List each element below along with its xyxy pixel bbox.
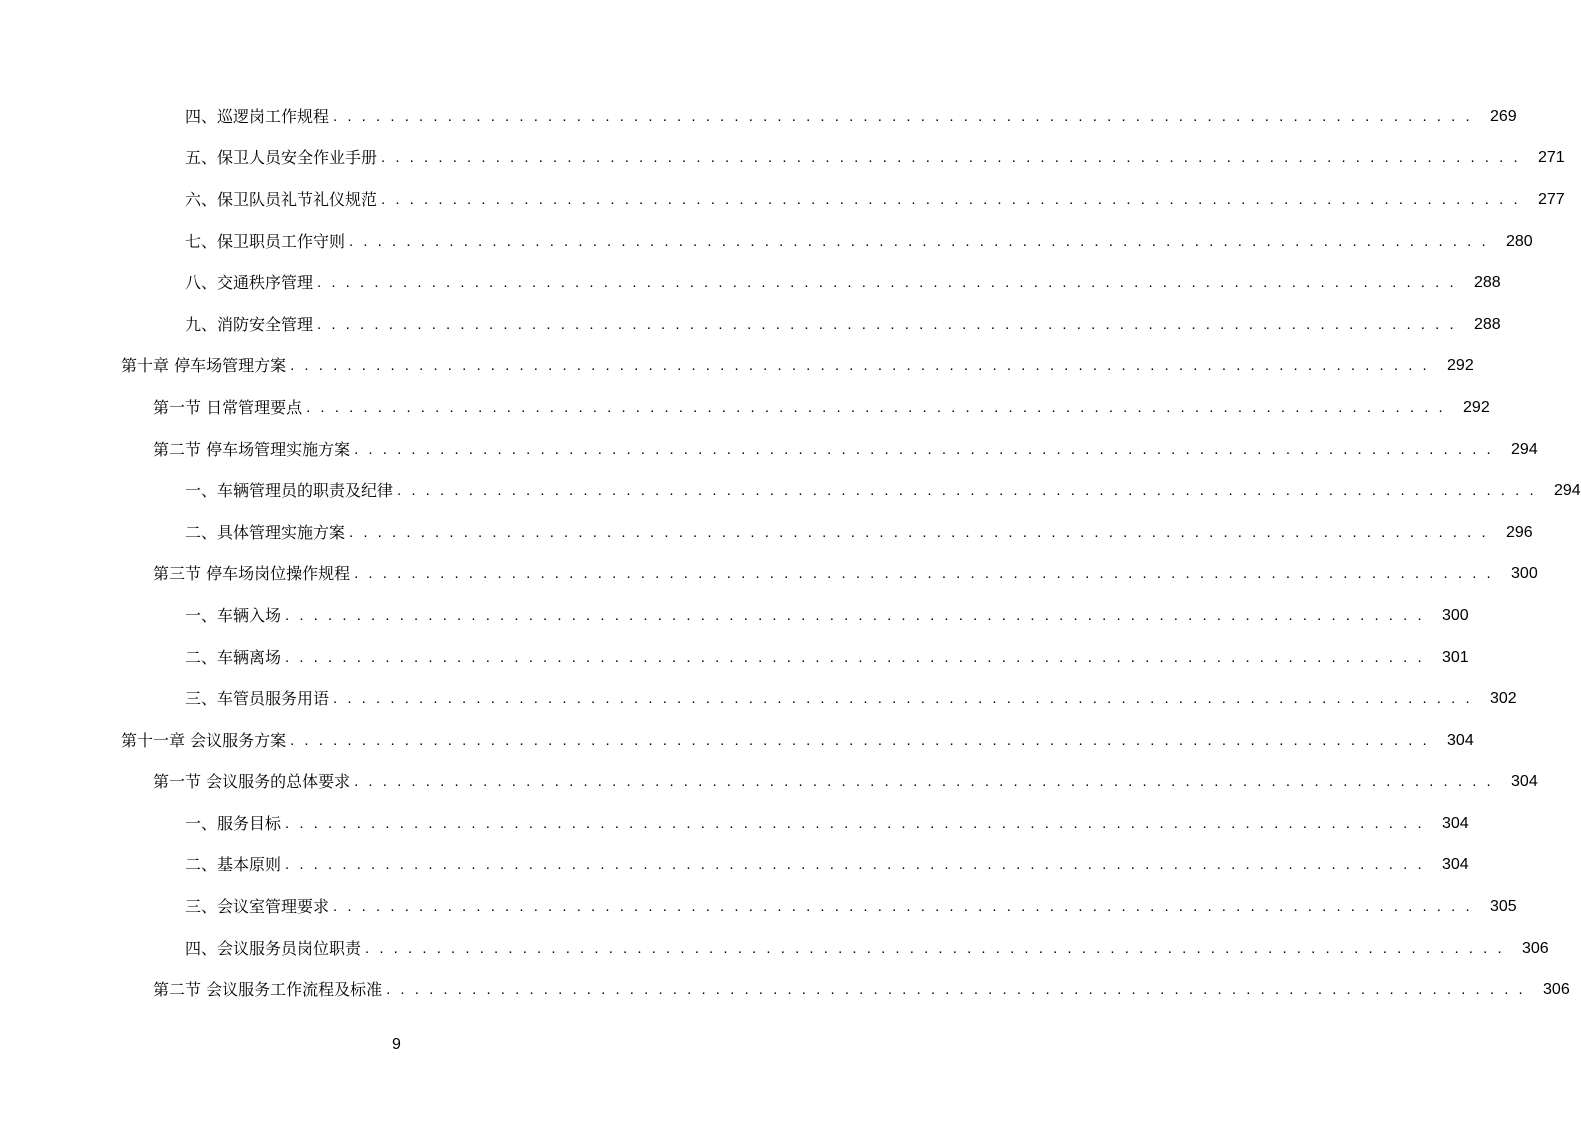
toc-entry-title: 三、车管员服务用语: [185, 689, 330, 709]
toc-entry-title: 三、会议室管理要求: [185, 897, 330, 917]
toc-entry-title: 六、保卫队员礼节礼仪规范: [185, 189, 378, 209]
toc-dot-leader: . . . . . . . . . . . . . . . . . . . . . . . . . . . . . . . . . . . . . . . . . . . . . . . . . . . . . . . . . . . . . . . . . . . . . . . . . . . . . . . .: [285, 648, 1425, 666]
toc-entry[interactable]: [0, 96, 1517, 138]
toc-dot-leader: . . . . . . . . . . . . . . . . . . . . . . . . . . . . . . . . . . . . . . . . . . . . . . . . . . . . . . . . . . . . . . . . . . . . . . . . . . . . . . . .: [317, 315, 1457, 333]
toc-entry-page: 292: [1463, 398, 1490, 416]
toc-entry-page: 292: [1447, 357, 1474, 375]
toc-entry[interactable]: [0, 387, 1490, 429]
toc-entry-page: 277: [1537, 190, 1565, 208]
toc-entry-page: 288: [1473, 315, 1501, 333]
toc-entry-title: 一、服务目标: [185, 813, 282, 833]
toc-dot-leader: . . . . . . . . . . . . . . . . . . . . . . . . . . . . . . . . . . . . . . . . . . . . . . . . . . . . . . . . . . . . . . . . . . . . . . . . . . . . . . . .: [349, 232, 1489, 250]
toc-dot-leader: . . . . . . . . . . . . . . . . . . . . . . . . . . . . . . . . . . . . . . . . . . . . . . . . . . . . . . . . . . . . . . . . . . . . . . . . . . . . . . . .: [381, 190, 1521, 208]
toc-entry-page: 301: [1441, 648, 1469, 666]
toc-dot-leader: . . . . . . . . . . . . . . . . . . . . . . . . . . . . . . . . . . . . . . . . . . . . . . . . . . . . . . . . . . . . . . . . . . . . . . . . . . . . . . . .: [365, 939, 1505, 957]
toc-dot-leader: . . . . . . . . . . . . . . . . . . . . . . . . . . . . . . . . . . . . . . . . . . . . . . . . . . . . . . . . . . . . . . . . . . . . . . . . . . . . . . . .: [285, 606, 1425, 624]
toc-entry-page: 294: [1511, 440, 1538, 458]
toc-entry-page: 300: [1511, 565, 1538, 583]
toc-dot-leader: . . . . . . . . . . . . . . . . . . . . . . . . . . . . . . . . . . . . . . . . . . . . . . . . . . . . . . . . . . . . . . . . . . . . . . . . . . . . . . . .: [333, 107, 1473, 125]
toc-entry[interactable]: [0, 470, 1581, 512]
toc-entry-page: 304: [1441, 856, 1469, 874]
toc-entry[interactable]: [0, 512, 1533, 554]
toc-dot-leader: . . . . . . . . . . . . . . . . . . . . . . . . . . . . . . . . . . . . . . . . . . . . . . . . . . . . . . . . . . . . . . . . . . . . . . . . . . . . . . . .: [333, 898, 1473, 916]
toc-entry-title: 二、车辆离场: [185, 647, 282, 667]
toc-entry[interactable]: [0, 595, 1469, 637]
toc-entry-title: 五、保卫人员安全作业手册: [185, 148, 378, 168]
toc-entry-page: 300: [1441, 606, 1469, 624]
toc-entry[interactable]: [0, 554, 1538, 596]
toc-entry-title: 第二节 会议服务工作流程及标准: [153, 980, 383, 1000]
toc-entry-page: 280: [1505, 232, 1533, 250]
toc-entry-title: 第二节 停车场管理实施方案: [153, 439, 351, 459]
toc-entry-title: 第一节 会议服务的总体要求: [153, 772, 351, 792]
toc-dot-leader: . . . . . . . . . . . . . . . . . . . . . . . . . . . . . . . . . . . . . . . . . . . . . . . . . . . . . . . . . . . . . . . . . . . . . . . . . . . . . . . .: [397, 482, 1537, 500]
toc-entry-title: 四、会议服务员岗位职责: [185, 938, 362, 958]
toc-dot-leader: . . . . . . . . . . . . . . . . . . . . . . . . . . . . . . . . . . . . . . . . . . . . . . . . . . . . . . . . . . . . . . . . . . . . . . . . . . . . . . . .: [285, 856, 1425, 874]
page-number: 9: [392, 1036, 401, 1053]
toc-entry[interactable]: [0, 221, 1533, 263]
toc-entry[interactable]: [0, 179, 1565, 221]
toc-entry[interactable]: [0, 720, 1474, 762]
toc-entry-title: 四、巡逻岗工作规程: [185, 106, 330, 126]
toc-dot-leader: . . . . . . . . . . . . . . . . . . . . . . . . . . . . . . . . . . . . . . . . . . . . . . . . . . . . . . . . . . . . . . . . . . . . . . . . . . . . . . . .: [290, 357, 1430, 375]
toc-dot-leader: . . . . . . . . . . . . . . . . . . . . . . . . . . . . . . . . . . . . . . . . . . . . . . . . . . . . . . . . . . . . . . . . . . . . . . . . . . . . . . . .: [354, 773, 1494, 791]
toc-entry[interactable]: [0, 845, 1469, 887]
toc-entry-page: 306: [1543, 981, 1570, 999]
toc-entry-page: 304: [1441, 814, 1469, 832]
toc-entry-page: 269: [1489, 107, 1517, 125]
toc-entry-title: 九、消防安全管理: [185, 314, 314, 334]
toc-dot-leader: . . . . . . . . . . . . . . . . . . . . . . . . . . . . . . . . . . . . . . . . . . . . . . . . . . . . . . . . . . . . . . . . . . . . . . . . . . . . . . . .: [354, 440, 1494, 458]
toc-entry-title: 八、交通秩序管理: [185, 273, 314, 293]
toc-dot-leader: . . . . . . . . . . . . . . . . . . . . . . . . . . . . . . . . . . . . . . . . . . . . . . . . . . . . . . . . . . . . . . . . . . . . . . . . . . . . . . . .: [381, 149, 1521, 167]
toc-entry-page: 304: [1447, 731, 1474, 749]
toc-entry[interactable]: [0, 678, 1517, 720]
toc-entry[interactable]: [0, 304, 1501, 346]
toc-entry[interactable]: [0, 803, 1469, 845]
toc-entry[interactable]: [0, 138, 1565, 180]
toc-entry[interactable]: [0, 886, 1517, 928]
toc-entry[interactable]: [0, 969, 1570, 1011]
toc-entry-title: 一、车辆入场: [185, 605, 282, 625]
toc-entry-page: 306: [1521, 939, 1549, 957]
toc-entry-page: 288: [1473, 274, 1501, 292]
toc-dot-leader: . . . . . . . . . . . . . . . . . . . . . . . . . . . . . . . . . . . . . . . . . . . . . . . . . . . . . . . . . . . . . . . . . . . . . . . . . . . . . . . .: [354, 565, 1494, 583]
table-of-contents: [0, 96, 1581, 1011]
toc-entry-page: 304: [1511, 773, 1538, 791]
toc-entry[interactable]: [0, 346, 1474, 388]
toc-dot-leader: . . . . . . . . . . . . . . . . . . . . . . . . . . . . . . . . . . . . . . . . . . . . . . . . . . . . . . . . . . . . . . . . . . . . . . . . . . . . . . . .: [386, 981, 1526, 999]
toc-entry[interactable]: [0, 762, 1538, 804]
toc-dot-leader: . . . . . . . . . . . . . . . . . . . . . . . . . . . . . . . . . . . . . . . . . . . . . . . . . . . . . . . . . . . . . . . . . . . . . . . . . . . . . . . .: [285, 814, 1425, 832]
toc-dot-leader: . . . . . . . . . . . . . . . . . . . . . . . . . . . . . . . . . . . . . . . . . . . . . . . . . . . . . . . . . . . . . . . . . . . . . . . . . . . . . . . .: [349, 523, 1489, 541]
toc-entry[interactable]: [0, 637, 1469, 679]
toc-entry-title: 第十章 停车场管理方案: [121, 356, 287, 376]
toc-entry-page: 302: [1489, 690, 1517, 708]
toc-entry-title: 二、具体管理实施方案: [185, 522, 346, 542]
toc-entry-title: 第一节 日常管理要点: [153, 397, 303, 417]
toc-entry-page: 294: [1553, 482, 1581, 500]
toc-entry-page: 296: [1505, 523, 1533, 541]
toc-dot-leader: . . . . . . . . . . . . . . . . . . . . . . . . . . . . . . . . . . . . . . . . . . . . . . . . . . . . . . . . . . . . . . . . . . . . . . . . . . . . . . . .: [333, 690, 1473, 708]
toc-entry[interactable]: [0, 429, 1538, 471]
toc-entry-page: 271: [1537, 149, 1565, 167]
toc-entry-title: 一、车辆管理员的职责及纪律: [185, 481, 394, 501]
toc-entry[interactable]: [0, 262, 1501, 304]
toc-entry-title: 七、保卫职员工作守则: [185, 231, 346, 251]
toc-entry-title: 第三节 停车场岗位操作规程: [153, 564, 351, 584]
toc-entry-title: 二、基本原则: [185, 855, 282, 875]
toc-dot-leader: . . . . . . . . . . . . . . . . . . . . . . . . . . . . . . . . . . . . . . . . . . . . . . . . . . . . . . . . . . . . . . . . . . . . . . . . . . . . . . . .: [306, 398, 1446, 416]
toc-dot-leader: . . . . . . . . . . . . . . . . . . . . . . . . . . . . . . . . . . . . . . . . . . . . . . . . . . . . . . . . . . . . . . . . . . . . . . . . . . . . . . . .: [290, 731, 1430, 749]
toc-entry-page: 305: [1489, 898, 1517, 916]
toc-entry[interactable]: [0, 928, 1549, 970]
toc-dot-leader: . . . . . . . . . . . . . . . . . . . . . . . . . . . . . . . . . . . . . . . . . . . . . . . . . . . . . . . . . . . . . . . . . . . . . . . . . . . . . . . .: [317, 274, 1457, 292]
toc-entry-title: 第十一章 会议服务方案: [121, 730, 287, 750]
